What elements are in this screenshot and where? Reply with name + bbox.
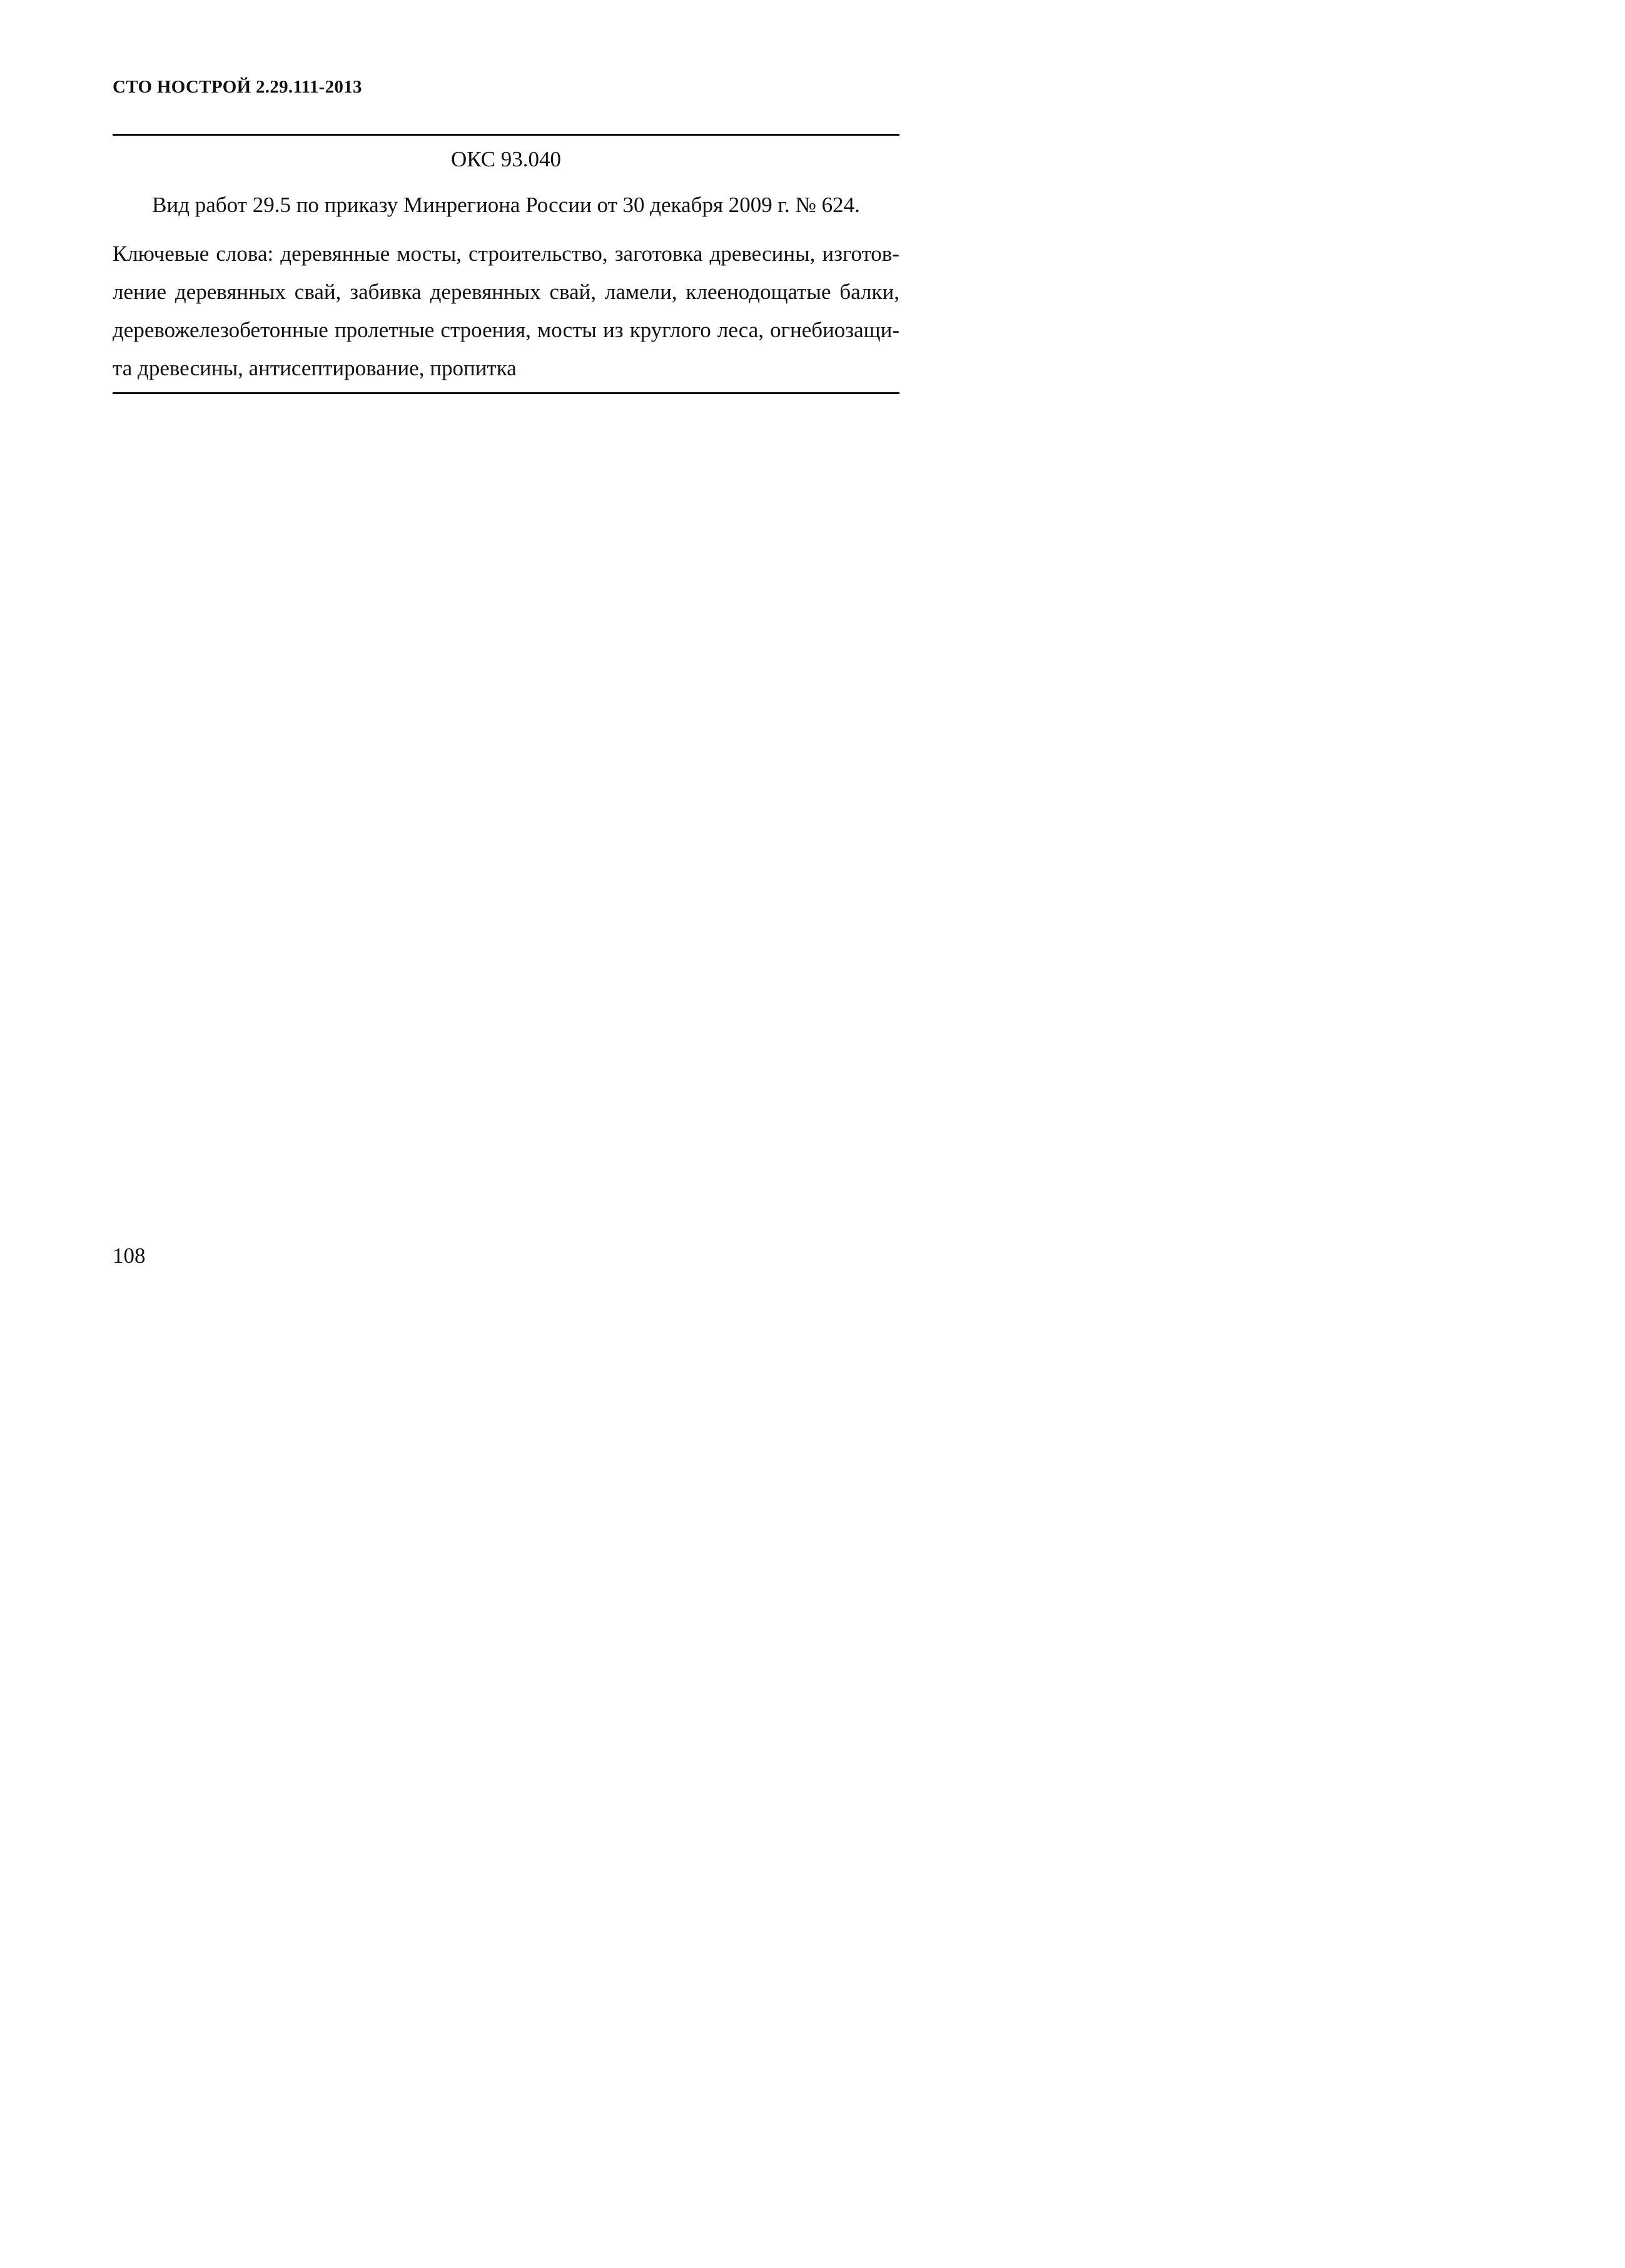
- keywords-block: [113, 235, 899, 387]
- bottom-divider: [113, 392, 899, 394]
- oks-code: ОКС 93.040: [450, 147, 562, 171]
- standard-code: СТО НОСТРОЙ 2.29.111-2013: [113, 77, 362, 97]
- work-type-line: Вид работ 29.5 по приказу Минрегиона России от 30 декабря 2009 г. № 624.: [152, 193, 860, 217]
- keywords-line: та древесины, антисептирование, пропитка: [113, 356, 517, 380]
- keywords-line: деревожелезобетонные пролетные строения, мосты из круглого леса, огнебиозащи-: [113, 318, 899, 342]
- page-number: 108: [113, 1243, 146, 1268]
- top-divider: [113, 134, 899, 136]
- keywords-line: ление деревянных свай, забивка деревянных свай, ламели, клеенодощатые балки,: [113, 280, 899, 304]
- keywords-line: Ключевые слова: деревянные мосты, строительство, заготовка древесины, изготов-: [113, 241, 899, 266]
